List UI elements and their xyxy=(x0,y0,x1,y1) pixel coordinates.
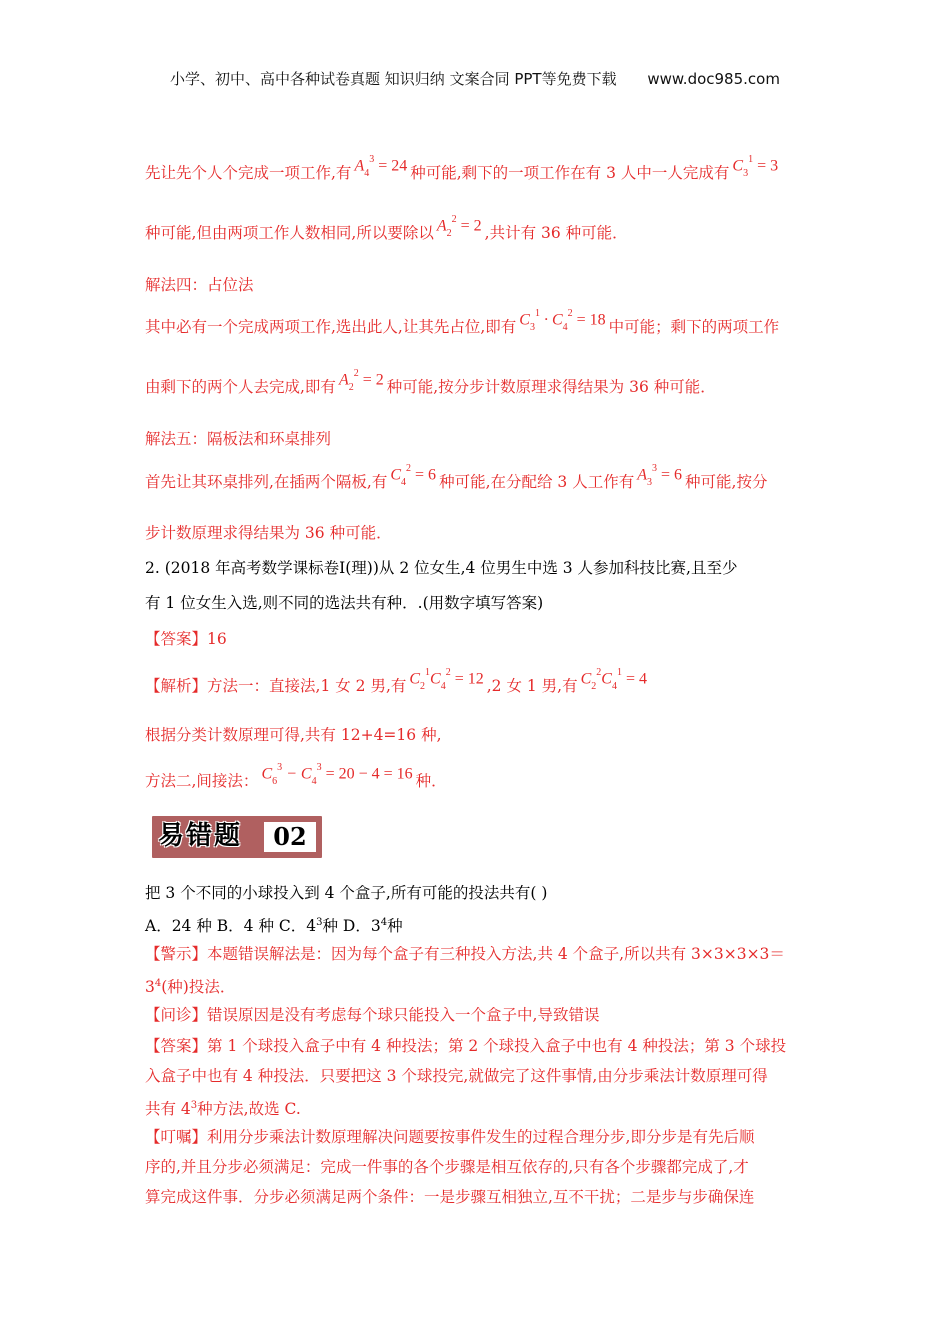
page-header xyxy=(0,68,950,89)
answer2-line3: 共有 $4^3$种方法,故选 C. xyxy=(145,1100,301,1119)
text-line: 其中必有一个完成两项工作,选出此人,让其先占位,即有 $C_3^1 \cdot C_4^2 = 18$ 中可能；剩下的两项工作 xyxy=(145,316,779,349)
header-site[interactable]: www.doc985.com xyxy=(647,70,780,88)
text-line: 步计数原理求得结果为 36 种可能． xyxy=(145,524,392,542)
method-five-title: 解法五：隔板法和环桌排列 xyxy=(145,430,332,448)
text-line: 首先让其环桌排列,在插两个隔板,有 $C_4^2 = 6$ 种可能,在分配给 3 人工作有 $A_3^3 = 6$ 种可能,按分 xyxy=(145,471,767,504)
math-c31: $C_3^1 = 3$ xyxy=(732,154,779,179)
math-direct-1: $C_2^1C_4^2 = 12$ xyxy=(409,667,484,692)
math-a22b: $A_2^2 = 2$ xyxy=(338,368,384,393)
note-line1: 【叮嘱】利用分步乘法计数原理解决问题要按事件发生的过程合理分步,即分步是有先后顺 xyxy=(145,1128,755,1146)
question-2-line2: 有 1 位女生入选,则不同的选法共有种．.(用数字填写答案) xyxy=(145,594,544,612)
question-2-line1: 2. (2018 年高考数学课标卷Ⅰ(理))从 2 位女生,4 位男生中选 3 人参加科技比赛,且至少 xyxy=(145,559,738,577)
text-line: 先让先个人个完成一项工作,有 $A_4^3 = 24$ 种可能,剩下的一项工作在有 3 人中一人完成有 $C_3^1 = 3$ xyxy=(145,162,781,195)
math-indirect: $C_6^3 - C_4^3 = 20 - 4 = 16$ xyxy=(261,762,413,787)
warning-line1: 【警示】本题错误解法是：因为每个盒子有三种投入方法,共 4 个盒子,所以共有 3×3×3×3＝ xyxy=(145,945,785,963)
diagnosis-line: 【问诊】错误原因是没有考虑每个球只能投入一个盒子中,导致错误 xyxy=(145,1006,600,1024)
math-a43: $A_4^3 = 24$ xyxy=(354,154,408,179)
text-line: 方法二,间接法： $C_6^3 - C_4^3 = 20 - 4 = 16$ 种． xyxy=(145,770,447,803)
header-text: 小学、初中、高中各种试卷真题 知识归纳 文案合同 PPT等免费下载 xyxy=(170,70,617,88)
math-c31c42: $C_3^1 \cdot C_4^2 = 18$ xyxy=(519,308,606,333)
answer2-line1: 【答案】第 1 个球投入盒子中有 4 种投法；第 2 个球投入盒子中也有 4 种投法；第 3 个球投 xyxy=(145,1037,787,1055)
answer-line: 【答案】16 xyxy=(145,630,227,648)
banner-title: 易错题 xyxy=(158,821,243,851)
text-line: 种可能,但由两项工作人数相同,所以要除以 $A_2^2 = 2$ ,共计有 36 种可能． xyxy=(145,222,628,255)
method-four-title: 解法四：占位法 xyxy=(145,276,254,294)
text-line: 根据分类计数原理可得,共有 12+4=16 种, xyxy=(145,726,442,744)
warning-line2: $3^4$(种)投法． xyxy=(145,978,236,997)
answer2-line2: 入盒子中也有 4 种投法．只要把这 3 个球投完,就做完了这件事情,由分步乘法计数原理可得 xyxy=(145,1067,768,1085)
analysis-line: 【解析】方法一：直接法,1 女 2 男,有 $C_2^1C_4^2 = 12$ ,2 女 1 男,有 $C_2^2C_4^1 = 4$ xyxy=(145,675,650,708)
math-direct-2: $C_2^2C_4^1 = 4$ xyxy=(580,667,647,692)
math-c42: $C_4^2 = 6$ xyxy=(390,463,437,488)
math-a33: $A_3^3 = 6$ xyxy=(637,463,683,488)
section-banner xyxy=(152,816,322,858)
problem-stem: 把 3 个不同的小球投入到 4 个盒子,所有可能的投法共有( ) xyxy=(145,884,548,902)
text-line: 由剩下的两个人去完成,即有 $A_2^2 = 2$ 种可能,按分步计数原理求得结果为 36 种可能． xyxy=(145,376,716,409)
note-line2: 序的,并且分步必须满足：完成一件事的各个步骤是相互依存的,只有各个步骤都完成了,才 xyxy=(145,1158,749,1176)
problem-options: A．24 种 B．4 种 C．$4^3$种 D．$3^4$种 xyxy=(145,917,403,936)
banner-number: 02 xyxy=(264,822,316,852)
math-a22: $A_2^2 = 2$ xyxy=(436,214,482,239)
note-line3: 算完成这件事．分步必须满足两个条件：一是步骤互相独立,互不干扰；二是步与步确保连 xyxy=(145,1188,755,1206)
